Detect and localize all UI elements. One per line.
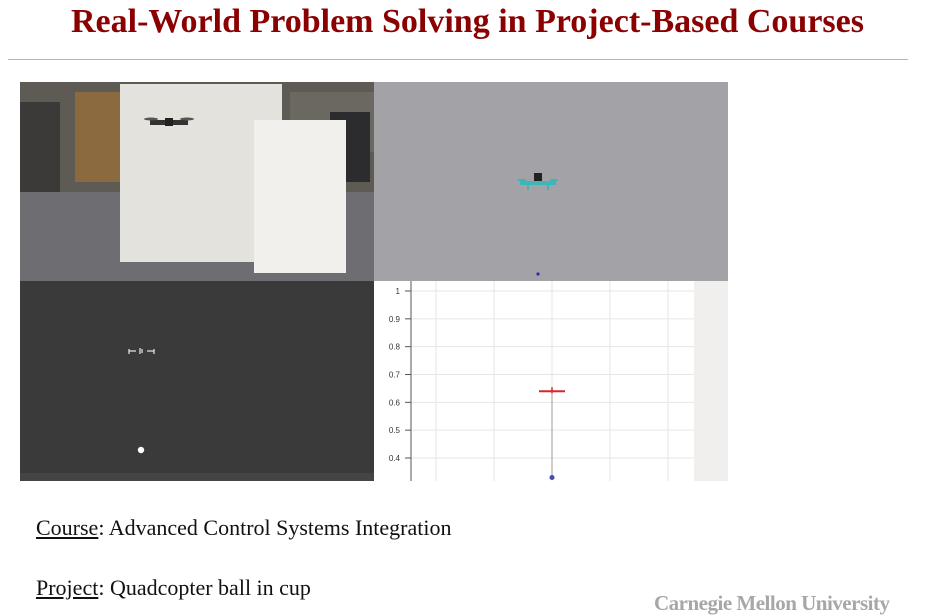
video-grid — [20, 82, 728, 481]
project-value: : Quadcopter ball in cup — [98, 575, 311, 600]
y-tick-label-1: 1 — [395, 287, 400, 296]
simulation-panel — [374, 82, 728, 281]
sim-drone — [518, 173, 558, 190]
sim-ball — [536, 272, 539, 275]
ball-point — [550, 475, 555, 480]
white-board-small — [254, 120, 346, 273]
tracked-drone-markers — [129, 348, 154, 354]
lab-cabinet — [20, 102, 60, 197]
course-line — [36, 515, 452, 541]
y-tick-label-0.8: 0.8 — [388, 342, 400, 352]
y-tick-label-0.7: 0.7 — [388, 370, 400, 380]
university-logo: Carnegie Mellon University — [654, 591, 890, 615]
slide-title: Real-World Problem Solving in Project-Based Courses — [71, 3, 864, 40]
camera-footage-panel — [20, 82, 374, 281]
title-divider — [8, 59, 908, 60]
y-tick-label-0.6: 0.6 — [388, 398, 400, 408]
y-tick-label-0.5: 0.5 — [388, 426, 400, 436]
course-value: : Advanced Control Systems Integration — [98, 515, 452, 540]
tracking-panel — [20, 281, 374, 481]
tracked-ball — [138, 447, 144, 453]
plot-panel — [374, 281, 728, 481]
lab-door — [75, 92, 125, 182]
course-label: Course — [36, 515, 99, 540]
y-tick-label-0.9: 0.9 — [388, 314, 400, 324]
project-line — [36, 575, 311, 601]
project-label: Project — [36, 575, 99, 600]
real-drone — [144, 118, 194, 127]
y-tick-label-0.4: 0.4 — [388, 454, 400, 463]
